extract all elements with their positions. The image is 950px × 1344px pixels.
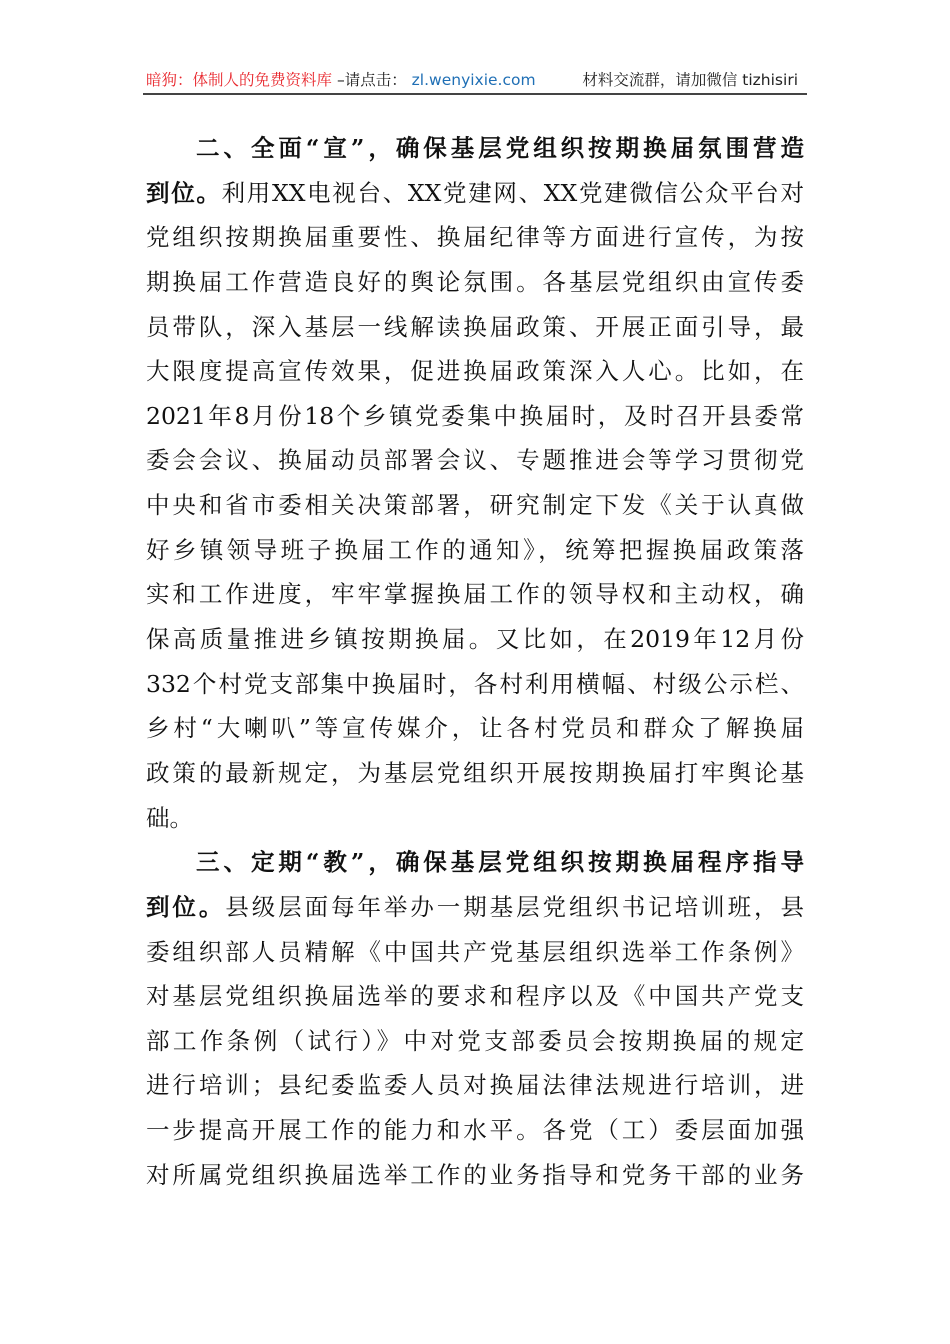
paragraph-line (146, 215, 804, 260)
paragraph-line (146, 349, 804, 394)
header-prompt: –请点击： (336, 71, 407, 89)
line-text: 2021年8月份18个乡镇党委集中换届时，及时召开县委常 (146, 401, 804, 430)
paragraph-line (146, 885, 804, 930)
line-text: 党组织按期换届重要性、换届纪律等方面进行宣传，为按 (146, 223, 804, 252)
document-body (146, 126, 804, 1197)
line-text: 员带队，深入基层一线解读换届政策、开展正面引导，最 (146, 312, 804, 341)
paragraph-line (146, 1153, 804, 1198)
header-link[interactable]: zl.wenyixie.com (411, 71, 536, 89)
bold-lead-text: 到位。 (146, 178, 222, 207)
line-text: 332个村党支部集中换届时，各村利用横幅、村级公示栏、 (146, 669, 804, 698)
paragraph-line (146, 305, 804, 350)
line-text: 利用XX电视台、XX党建网、XX党建微信公众平台对 (221, 178, 804, 207)
line-text: 乡村“大喇叭”等宣传媒介，让各村党员和群众了解换届 (146, 714, 804, 743)
section-heading-line (146, 126, 804, 171)
paragraph-line (146, 171, 804, 216)
paragraph-line (146, 483, 804, 528)
line-text: 实和工作进度，牢牢掌握换届工作的领导权和主动权，确 (146, 580, 804, 609)
paragraph-line (146, 438, 804, 483)
paragraph-line (146, 706, 804, 751)
line-text: 大限度提高宣传效果，促进换届政策深入人心。比如，在 (146, 357, 804, 386)
paragraph-line (146, 1108, 804, 1153)
line-text: 进行培训；县纪委监委人员对换届法律法规进行培训，进 (146, 1071, 804, 1100)
bold-lead-text: 二、全面“宣”，确保基层党组织按期换届氛围营造 (196, 134, 804, 162)
line-text: 县级层面每年举办一期基层党组织书记培训班，县 (225, 892, 804, 921)
line-text: 委组织部人员精解《中国共产党基层组织选举工作条例》 (146, 937, 804, 966)
paragraph-line (146, 751, 804, 796)
line-text: 对所属党组织换届选举工作的业务指导和党务干部的业务 (146, 1160, 804, 1189)
line-text: 期换届工作营造良好的舆论氛围。各基层党组织由宣传委 (146, 267, 804, 296)
line-text: 政策的最新规定，为基层党组织开展按期换届打牢舆论基 (146, 758, 804, 787)
paragraph-line (146, 974, 804, 1019)
page-header (146, 68, 804, 92)
paragraph-line (146, 662, 804, 707)
paragraph-line (146, 260, 804, 305)
line-text: 委会会议、换届动员部署会议、专题推进会等学习贯彻党 (146, 446, 804, 475)
paragraph-line (146, 796, 804, 841)
line-text: 础。 (146, 803, 193, 832)
header-contact: 材料交流群，请加微信 tizhisiri (582, 71, 798, 89)
paragraph-line (146, 1063, 804, 1108)
header-brand: 暗狗：体制人的免费资料库 (146, 71, 333, 89)
bold-lead-text: 三、定期“教”，确保基层党组织按期换届程序指导 (196, 848, 804, 877)
paragraph-line (146, 528, 804, 573)
line-text: 好乡镇领导班子换届工作的通知》，统筹把握换届政策落 (146, 535, 804, 564)
paragraph-line (146, 1019, 804, 1064)
line-text: 中央和省市委相关决策部署，研究制定下发《关于认真做 (146, 491, 804, 520)
paragraph-line (146, 930, 804, 975)
paragraph-line (146, 394, 804, 439)
line-text: 对基层党组织换届选举的要求和程序以及《中国共产党支 (146, 982, 804, 1011)
paragraph-line (146, 572, 804, 617)
paragraph-line (146, 617, 804, 662)
line-text: 部工作条例（试行）》中对党支部委员会按期换届的规定 (146, 1026, 804, 1055)
line-text: 保高质量推进乡镇按期换届。又比如，在2019年12月份 (146, 625, 804, 654)
section-heading-line (146, 840, 804, 885)
line-text: 一步提高开展工作的能力和水平。各党（工）委层面加强 (146, 1116, 804, 1145)
bold-lead-text: 到位。 (146, 892, 226, 921)
header-divider (143, 93, 807, 95)
